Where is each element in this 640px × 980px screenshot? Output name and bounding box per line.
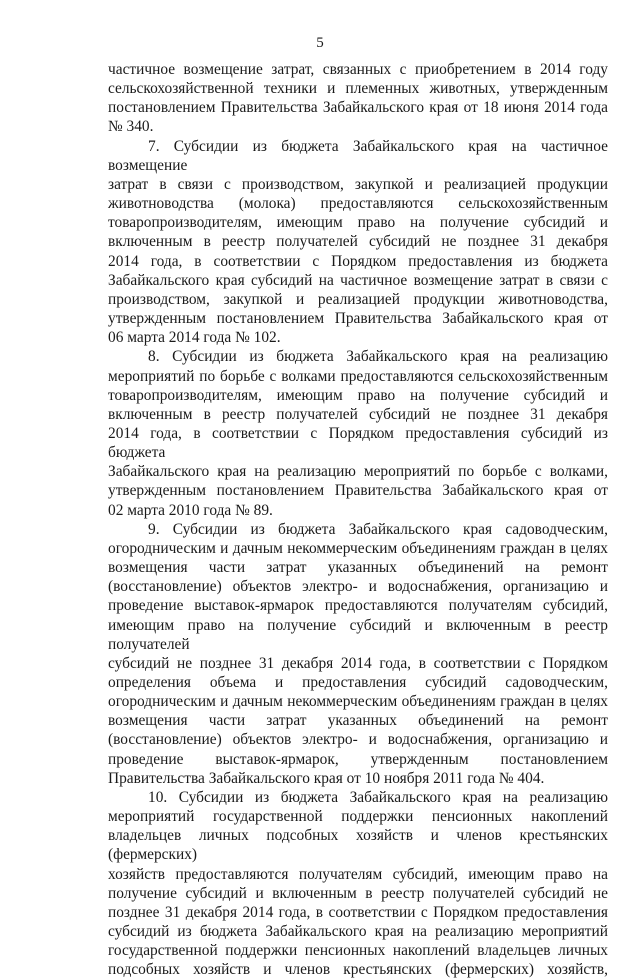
text-line: Забайкальского края субсидий на частичное возмещение затрат в связи с — [108, 271, 608, 289]
text-line: огородническим и дачным некоммерческим объединениям граждан в целях — [108, 539, 608, 557]
document-body — [108, 60, 608, 980]
text-line: проведение выставок-ярмарок предоставляются получателям субсидий, — [108, 597, 608, 615]
text-line: определения объема и предоставления субсидий садоводческим, — [108, 674, 608, 691]
text-line: 8. Субсидии из бюджета Забайкальского края на реализацию — [148, 348, 608, 366]
text-line: субсидий не позднее 31 декабря 2014 года, в соответствии с Порядком — [108, 654, 608, 672]
text-line: возмещения части затрат указанных объединений на ремонт — [108, 559, 608, 577]
text-line: товаропроизводителям, имеющим право на получение субсидий и — [108, 386, 608, 404]
text-line: государственной поддержки пенсионных накоплений владельцев личных — [108, 942, 608, 960]
text-line: затрат в связи с производством, закупкой и реализацией продукции — [108, 175, 608, 193]
text-line: включенным в реестр получателей субсидий не позднее 31 декабря — [108, 233, 608, 251]
text-line: 02 марта 2010 года № 89. — [108, 501, 273, 519]
text-line: позднее 31 декабря 2014 года, в соответствии с Порядком предоставления — [108, 903, 608, 921]
text-line: включенным в реестр получателей субсидий не позднее 31 декабря — [108, 405, 608, 423]
text-line: (восстановление) объектов электро- и водоснабжения, организацию и — [108, 731, 608, 749]
text-line: 2014 года, в соответствии с Порядком предоставления субсидий из бюджета — [108, 424, 608, 462]
text-line: имеющим право на получение субсидий и включенным в реестр получателей — [108, 616, 608, 653]
text-line: утвержденным постановлением Правительства Забайкальского края от — [108, 482, 608, 500]
paragraph-item-7 — [108, 137, 608, 348]
text-line: мероприятий по борьбе с волками предоставляются сельскохозяйственным — [108, 367, 608, 385]
text-line: товаропроизводителям, имеющим право на получение субсидий и — [108, 214, 608, 232]
paragraph-item-10 — [108, 788, 608, 980]
text-line: производством, закупкой и реализацией продукции животноводства, — [108, 290, 608, 308]
text-line: (восстановление) объектов электро- и водоснабжения, организацию и — [108, 578, 608, 596]
page-number: 5 — [316, 35, 324, 51]
text-line: подсобных хозяйств и членов крестьянских (фермерских) хозяйств, — [108, 961, 608, 979]
text-line: 7. Субсидии из бюджета Забайкальского края на частичное возмещение — [108, 137, 608, 174]
text-line: 06 марта 2014 года № 102. — [108, 329, 281, 347]
text-line: животноводства (молока) предоставляются сельскохозяйственным — [108, 195, 608, 213]
text-line: утвержденным постановлением Правительства Забайкальского края от — [108, 310, 608, 328]
text-line: возмещения части затрат указанных объединений на ремонт — [108, 712, 608, 730]
text-line: получение субсидий и включенным в реестр получателей субсидий не — [108, 884, 608, 902]
paragraph-item-9 — [108, 520, 608, 788]
text-line: владельцев личных подсобных хозяйств и членов крестьянских (фермерских) — [108, 827, 608, 864]
paragraph-item-8 — [108, 347, 608, 519]
text-line: постановлением Правительства Забайкальского края от 18 июня 2014 года — [108, 99, 608, 117]
text-line: огородническим и дачным некоммерческим объединениям граждан в целях — [108, 693, 608, 711]
paragraph-continuation — [108, 60, 608, 137]
text-line: Забайкальского края на реализацию мероприятий по борьбе с волками, — [108, 463, 608, 481]
text-line: сельскохозяйственной техники и племенных животных, утвержденным — [108, 80, 608, 98]
text-line: хозяйств предоставляются получателям субсидий, имеющим право на — [108, 865, 608, 883]
text-line: № 340. — [108, 118, 154, 136]
text-line: 10. Субсидии из бюджета Забайкальского края на реализацию — [148, 788, 608, 806]
text-line: субсидий из бюджета Забайкальского края на реализацию мероприятий — [108, 923, 608, 941]
text-line: 2014 года, в соответствии с Порядком предоставления из бюджета — [108, 252, 608, 270]
text-line: 9. Субсидии из бюджета Забайкальского края садоводческим, — [148, 520, 608, 538]
text-line: проведение выставок-ярмарок, утвержденным постановлением — [108, 750, 608, 768]
text-line: Правительства Забайкальского края от 10 ноября 2011 года № 404. — [108, 769, 545, 787]
text-line: мероприятий государственной поддержки пенсионных накоплений — [108, 808, 608, 826]
text-line: частичное возмещение затрат, связанных с приобретением в 2014 году — [108, 61, 608, 78]
